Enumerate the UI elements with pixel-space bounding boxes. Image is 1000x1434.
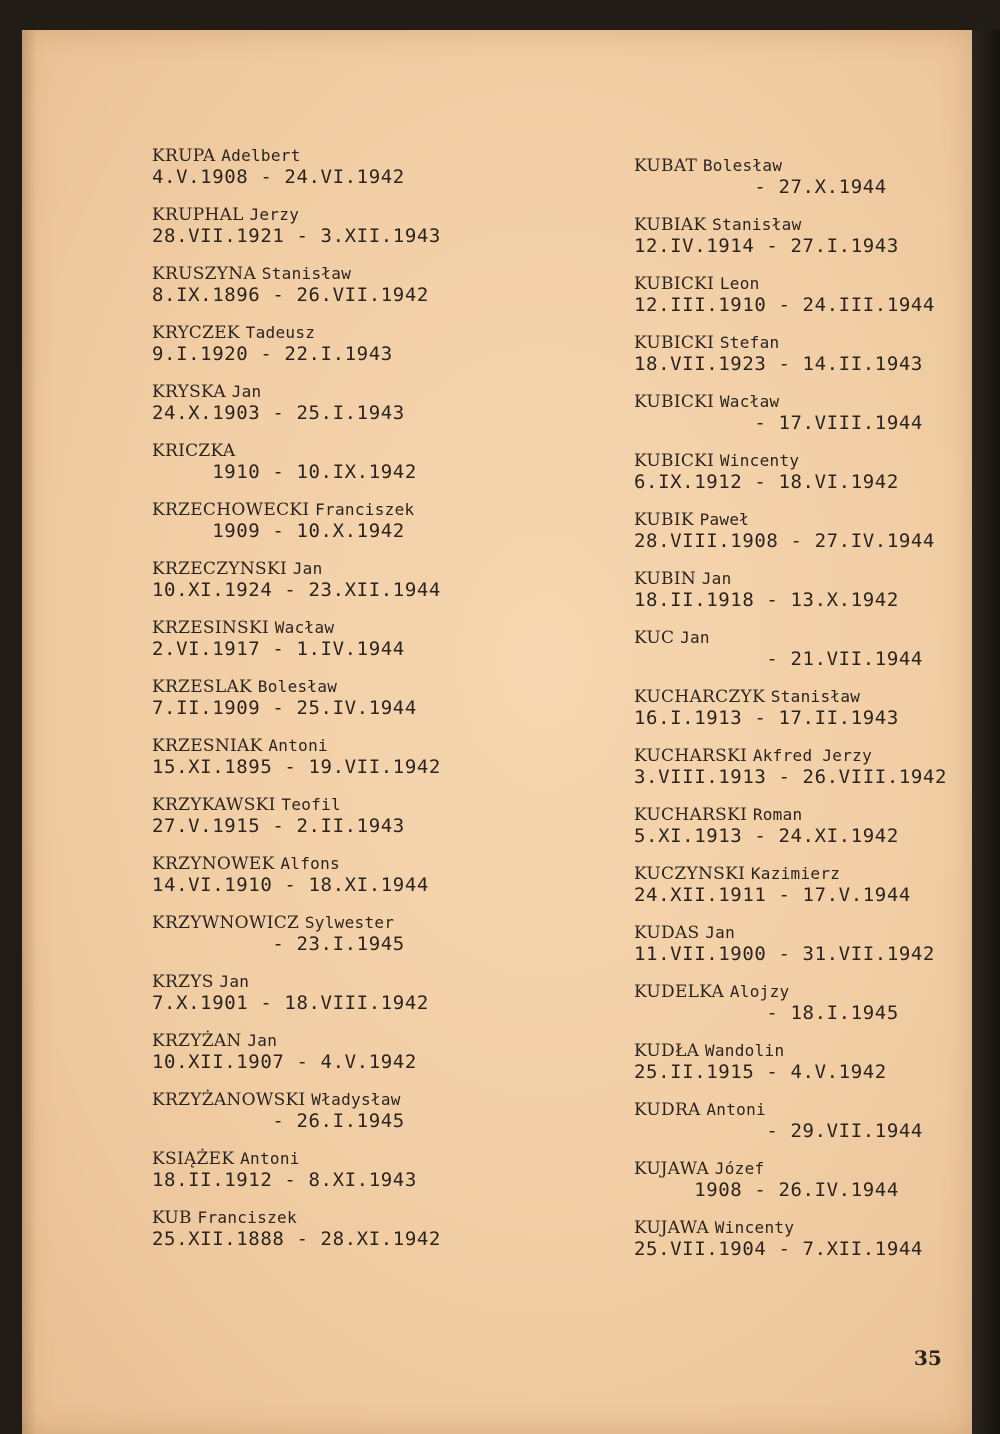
name-entry [152,382,405,424]
given-name: Wandolin [704,1041,785,1060]
life-dates: 7.II.1909 - 25.IV.1944 [152,697,417,719]
life-dates: - 17.VIII.1944 [634,412,923,434]
surname: KUBAT [634,156,698,176]
person-name [634,1218,923,1238]
person-name [634,628,923,648]
surname: KUBIN [634,569,697,589]
person-name [634,982,899,1002]
life-dates: 12.III.1910 - 24.III.1944 [634,294,935,316]
person-name [634,215,899,235]
person-name [634,923,935,943]
given-name: Jan [701,569,732,588]
life-dates: 9.I.1920 - 22.I.1943 [152,343,393,365]
given-name: Jan [231,382,262,401]
name-entry [634,923,935,965]
name-entry [634,864,911,906]
name-entry [634,1041,887,1083]
surname: KRZECHOWECKI [152,500,310,520]
person-name [152,1208,441,1228]
name-entry [152,1031,417,1073]
surname: KRZECZYNSKI [152,559,288,579]
life-dates: - 29.VII.1944 [634,1120,923,1142]
person-name [152,441,417,461]
person-name [152,500,414,520]
person-name [634,746,947,766]
life-dates: 14.VI.1910 - 18.XI.1944 [152,874,429,896]
name-entry [634,215,899,257]
life-dates: 18.II.1912 - 8.XI.1943 [152,1169,417,1191]
name-entry [152,913,405,955]
given-name: Wacław [274,618,335,637]
given-name: Leon [719,274,760,293]
given-name: Tadeusz [245,323,316,342]
life-dates: 12.IV.1914 - 27.I.1943 [634,235,899,257]
life-dates: 18.VII.1923 - 14.II.1943 [634,353,923,375]
given-name: Jan [292,559,323,578]
given-name: Stanisław [770,687,861,706]
name-entry [634,687,899,729]
name-entry [634,805,899,847]
surname: KRICZKA [152,441,236,461]
name-entry [152,323,393,365]
name-entry [152,205,441,247]
life-dates: 28.VIII.1908 - 27.IV.1944 [634,530,935,552]
surname: KRZYWNOWICZ [152,913,300,933]
surname: KRUSZYNA [152,264,257,284]
given-name: Alfons [280,854,340,873]
life-dates: 6.IX.1912 - 18.VI.1942 [634,471,899,493]
surname: KRZYŻAN [152,1031,242,1051]
surname: KUCZYNSKI [634,864,746,884]
life-dates: 24.X.1903 - 25.I.1943 [152,402,405,424]
surname: KRZESINSKI [152,618,270,638]
person-name [152,559,441,579]
surname: KRZYNOWEK [152,854,275,874]
person-name [152,618,405,638]
life-dates: - 27.X.1944 [634,176,887,198]
name-entry [152,1090,405,1132]
given-name: Bolesław [702,156,783,175]
surname: KRZESLAK [152,677,253,697]
name-entry [152,441,417,483]
person-name [634,274,935,294]
name-entry [152,146,405,188]
name-entry [634,569,899,611]
given-name: Roman [752,805,803,824]
surname: KUBIK [634,510,694,530]
person-name [152,1090,405,1110]
name-entry [152,559,441,601]
surname: KUDŁA [634,1041,700,1061]
given-name: Antoni [268,736,328,755]
given-name: Akfred Jerzy [752,746,873,765]
name-entry [152,795,405,837]
surname: KUDAS [634,923,700,943]
person-name [152,1149,417,1169]
name-entry [152,1208,441,1250]
person-name [152,795,405,815]
surname: KRZYKAWSKI [152,795,276,815]
given-name: Antoni [240,1149,300,1168]
given-name: Jan [247,1031,278,1050]
life-dates: 11.VII.1900 - 31.VII.1942 [634,943,935,965]
surname: KUB [152,1208,192,1228]
life-dates: 10.XII.1907 - 4.V.1942 [152,1051,417,1073]
person-name [634,687,899,707]
given-name: Paweł [699,510,750,529]
name-entry [152,1149,417,1191]
life-dates: 8.IX.1896 - 26.VII.1942 [152,284,429,306]
person-name [634,392,923,412]
person-name [152,736,441,756]
surname: KRUPHAL [152,205,244,225]
surname: KRYCZEK [152,323,240,343]
surname: KUBIAK [634,215,707,235]
page-edge-shadow [972,30,1000,1434]
life-dates: - 26.I.1945 [152,1110,405,1132]
surname: KRZYS [152,972,214,992]
life-dates: - 21.VII.1944 [634,648,923,670]
given-name: Władysław [311,1090,401,1109]
person-name [152,972,429,992]
given-name: Stanisław [261,264,352,283]
given-name: Sylwester [304,913,395,932]
name-entry [634,510,935,552]
name-entry [152,972,429,1014]
person-name [152,146,405,166]
surname: KRYSKA [152,382,226,402]
person-name [634,864,911,884]
name-entry [152,618,405,660]
name-entry [634,982,899,1024]
life-dates: 25.VII.1904 - 7.XII.1944 [634,1238,923,1260]
life-dates: 1910 - 10.IX.1942 [152,461,417,483]
person-name [152,1031,417,1051]
life-dates: 1908 - 26.IV.1944 [634,1179,899,1201]
given-name: Teofil [281,795,341,814]
life-dates: 1909 - 10.X.1942 [152,520,405,542]
surname: KUBICKI [634,392,715,412]
surname: KRZYŻANOWSKI [152,1090,306,1110]
name-entry [152,264,429,306]
life-dates: 4.V.1908 - 24.VI.1942 [152,166,405,188]
name-entry [634,274,935,316]
surname: KUBICKI [634,333,715,353]
surname: KUDRA [634,1100,701,1120]
name-entry [634,746,947,788]
page-number: 35 [914,1346,942,1370]
given-name: Jan [219,972,250,991]
surname: KUJAWA [634,1218,710,1238]
document-page [22,30,972,1434]
life-dates: 10.XI.1924 - 23.XII.1944 [152,579,441,601]
given-name: Kazimierz [750,864,841,883]
life-dates: 5.XI.1913 - 24.XI.1942 [634,825,899,847]
given-name: Wincenty [719,451,800,470]
life-dates: - 23.I.1945 [152,933,405,955]
person-name [634,1041,887,1061]
person-name [634,510,935,530]
surname: KUBICKI [634,274,715,294]
life-dates: 28.VII.1921 - 3.XII.1943 [152,225,441,247]
name-entry [634,1159,899,1201]
surname: KUJAWA [634,1159,710,1179]
person-name [152,264,429,284]
person-name [634,805,899,825]
name-entry [152,736,441,778]
person-name [634,333,923,353]
person-name [634,1159,899,1179]
name-entry [634,392,923,434]
person-name [634,569,899,589]
name-entry [634,628,923,670]
given-name: Alojzy [729,982,790,1001]
surname: KUCHARSKI [634,746,748,766]
person-name [152,323,393,343]
name-entry [634,451,899,493]
name-entry [152,677,417,719]
life-dates: 3.VIII.1913 - 26.VIII.1942 [634,766,948,788]
person-name [634,1100,923,1120]
life-dates: 7.X.1901 - 18.VIII.1942 [152,992,429,1014]
person-name [152,913,405,933]
life-dates: 24.XII.1911 - 17.V.1944 [634,884,911,906]
life-dates: 25.II.1915 - 4.V.1942 [634,1061,887,1083]
person-name [152,382,405,402]
name-entry [634,333,923,375]
given-name: Stefan [719,333,780,352]
given-name: Franciszek [315,500,415,519]
name-entry [634,156,887,198]
person-name [634,451,899,471]
life-dates: 16.I.1913 - 17.II.1943 [634,707,899,729]
life-dates: 25.XII.1888 - 28.XI.1942 [152,1228,441,1250]
surname: KSIĄŻEK [152,1149,235,1169]
given-name: Stanisław [712,215,802,234]
given-name: Wacław [719,392,780,411]
given-name: Jan [705,923,736,942]
surname: KRUPA [152,146,216,166]
given-name: Jan [680,628,710,647]
given-name: Franciszek [197,1208,297,1227]
surname: KUCHARCZYK [634,687,766,707]
life-dates: 15.XI.1895 - 19.VII.1942 [152,756,441,778]
life-dates: 2.VI.1917 - 1.IV.1944 [152,638,405,660]
given-name: Józef [714,1159,765,1178]
surname: KUDELKA [634,982,725,1002]
given-name: Antoni [706,1100,766,1119]
person-name [152,677,417,697]
name-entry [634,1100,923,1142]
person-name [634,156,887,176]
name-entry [152,854,429,896]
given-name: Adelbert [221,146,301,165]
surname: KUCHARSKI [634,805,748,825]
surname: KUBICKI [634,451,715,471]
life-dates: 27.V.1915 - 2.II.1943 [152,815,405,837]
name-entry [634,1218,923,1260]
surname: KUC [634,628,675,648]
given-name: Bolesław [257,677,338,696]
name-entry [152,500,414,542]
surname: KRZESNIAK [152,736,263,756]
given-name: Wincenty [714,1218,795,1237]
life-dates: 18.II.1918 - 13.X.1942 [634,589,899,611]
life-dates: - 18.I.1945 [634,1002,899,1024]
given-name: Jerzy [249,205,300,224]
person-name [152,854,429,874]
person-name [152,205,441,225]
